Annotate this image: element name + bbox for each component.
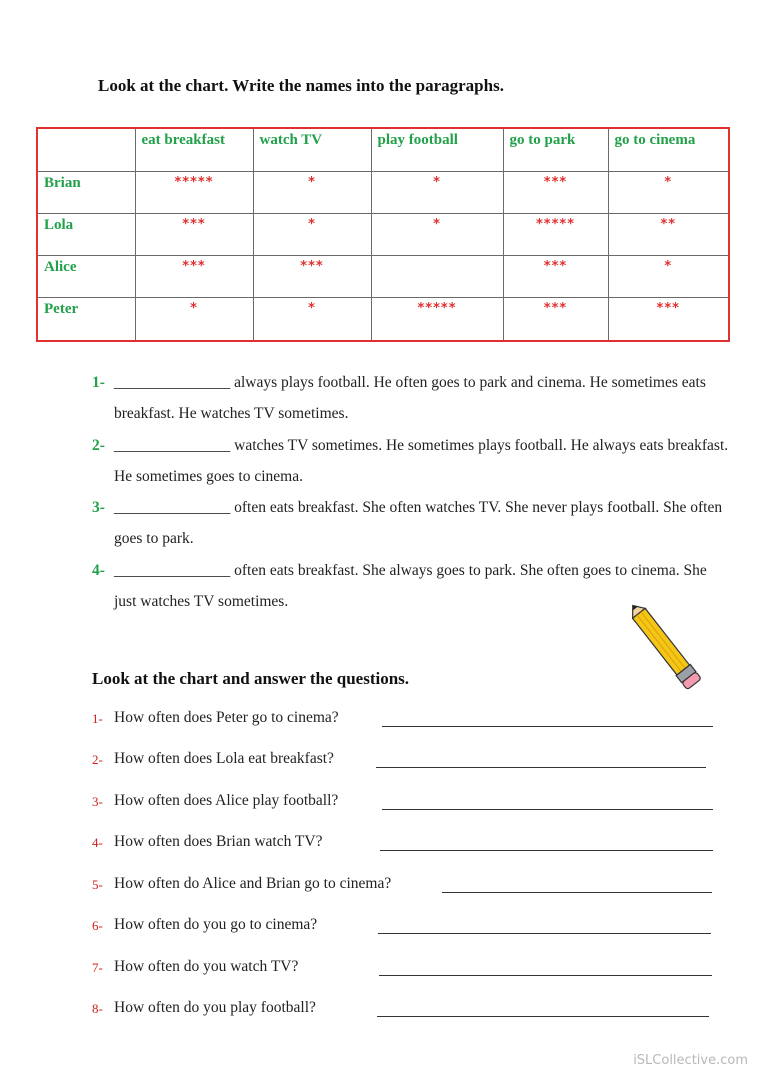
rating-cell: *** [135, 213, 253, 255]
chart-column-header: go to cinema [608, 128, 729, 171]
question-6 [92, 916, 722, 938]
rating-cell: *** [503, 171, 608, 213]
question-5 [92, 875, 722, 897]
question-4 [92, 833, 722, 855]
answer-line[interactable] [379, 975, 712, 976]
rating-cell [371, 255, 503, 297]
question-number: 4- [92, 835, 103, 850]
chart-row-name: Brian [37, 171, 135, 213]
chart-column-header: play football [371, 128, 503, 171]
rating-cell: *** [503, 255, 608, 297]
question-number: 6- [92, 918, 103, 933]
answer-line[interactable] [382, 809, 713, 810]
paragraph-number: 4- [92, 562, 105, 579]
name-blank[interactable]: _______________ [114, 374, 231, 391]
question-text: How often do Alice and Brian go to cinema? [114, 875, 392, 892]
rating-cell: * [253, 297, 371, 341]
rating-cell: *** [135, 255, 253, 297]
chart-row-name: Alice [37, 255, 135, 297]
rating-cell: * [371, 171, 503, 213]
answer-line[interactable] [377, 1016, 709, 1017]
paragraph-3 [92, 492, 732, 554]
question-number: 2- [92, 752, 103, 767]
answer-line[interactable] [382, 726, 713, 727]
paragraph-text: often eats breakfast. She often watches TV. She never plays football. She often goes to park. [114, 499, 723, 547]
chart-row-peter [37, 297, 729, 341]
answer-line[interactable] [376, 767, 706, 768]
chart-row-alice [37, 255, 729, 297]
paragraph-text: often eats breakfast. She always goes to park. She often goes to cinema. She just watches TV sometimes. [114, 562, 707, 610]
pencil-icon [628, 600, 703, 695]
question-8 [92, 999, 722, 1021]
answer-line[interactable] [378, 933, 711, 934]
frequency-chart [36, 127, 730, 342]
paragraph-1 [92, 367, 732, 429]
worksheet-title: Look at the chart. Write the names into the paragraphs. [98, 76, 504, 95]
paragraph-number: 2- [92, 437, 105, 454]
paragraph-number: 1- [92, 374, 105, 391]
question-text: How often does Peter go to cinema? [114, 709, 339, 726]
question-7 [92, 958, 722, 980]
question-text: How often do you play football? [114, 999, 316, 1016]
question-number: 1- [92, 711, 103, 726]
chart-row-lola [37, 213, 729, 255]
question-2 [92, 750, 722, 772]
question-1 [92, 709, 722, 731]
rating-cell: ***** [371, 297, 503, 341]
chart-row-name: Peter [37, 297, 135, 341]
rating-cell: * [253, 171, 371, 213]
name-blank[interactable]: _______________ [114, 499, 231, 516]
question-text: How often does Lola eat breakfast? [114, 750, 334, 767]
rating-cell: *** [253, 255, 371, 297]
question-number: 3- [92, 794, 103, 809]
rating-cell: * [608, 255, 729, 297]
paragraph-text: watches TV sometimes. He sometimes plays football. He always eats breakfast. He sometimes goes to cinema. [114, 437, 729, 485]
rating-cell: * [135, 297, 253, 341]
rating-cell: ***** [135, 171, 253, 213]
question-text: How often does Brian watch TV? [114, 833, 323, 850]
rating-cell: * [608, 171, 729, 213]
watermark: iSLCollective.com [633, 1053, 748, 1068]
paragraph-number: 3- [92, 499, 105, 516]
chart-row-name: Lola [37, 213, 135, 255]
rating-cell: * [253, 213, 371, 255]
rating-cell: ** [608, 213, 729, 255]
chart-column-header: go to park [503, 128, 608, 171]
rating-cell: * [371, 213, 503, 255]
question-number: 8- [92, 1001, 103, 1016]
questions-title: Look at the chart and answer the questions. [92, 669, 410, 688]
name-blank[interactable]: _______________ [114, 437, 231, 454]
rating-cell: *** [608, 297, 729, 341]
question-text: How often do you go to cinema? [114, 916, 318, 933]
rating-cell: *** [503, 297, 608, 341]
question-3 [92, 792, 722, 814]
chart-row-brian [37, 171, 729, 213]
paragraph-2 [92, 430, 732, 492]
paragraph-text: always plays football. He often goes to park and cinema. He sometimes eats breakfast. He watches TV sometimes. [114, 374, 706, 422]
chart-corner-cell [37, 128, 135, 171]
question-text: How often does Alice play football? [114, 792, 339, 809]
question-number: 5- [92, 877, 103, 892]
question-number: 7- [92, 960, 103, 975]
answer-line[interactable] [380, 850, 713, 851]
answer-line[interactable] [442, 892, 712, 893]
question-text: How often do you watch TV? [114, 958, 299, 975]
chart-column-header: eat breakfast [135, 128, 253, 171]
chart-column-header: watch TV [253, 128, 371, 171]
name-blank[interactable]: _______________ [114, 562, 231, 579]
rating-cell: ***** [503, 213, 608, 255]
